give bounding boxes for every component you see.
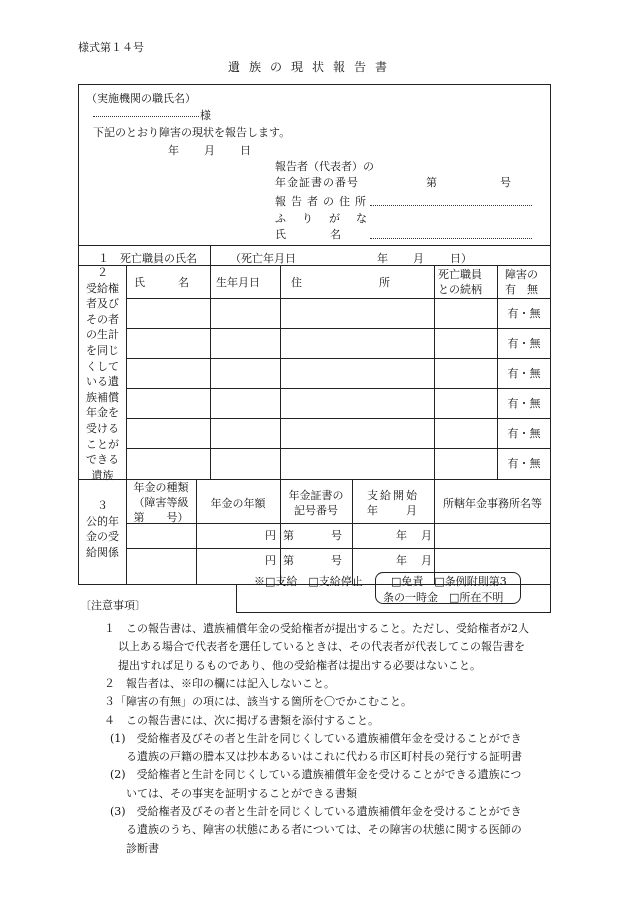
form-number: 様式第１４号 — [78, 41, 144, 54]
side-label-line: 年金を — [86, 406, 119, 420]
address-label: 報告者の住所 — [275, 195, 371, 208]
disability-choice[interactable]: 有・無 — [507, 307, 541, 320]
honorific: 様 — [200, 109, 211, 122]
cert-dai: 第 — [283, 554, 294, 567]
yen-unit: 円 — [265, 529, 276, 542]
office-option-2: 条の一時金 □所在不明 — [383, 591, 504, 604]
notes-heading: 〔注意事項〕 — [80, 599, 146, 612]
family-input-cell[interactable] — [281, 329, 433, 357]
note-line: 提出すれば足りるものであり、他の受給権者は提出する必要はないこと。 — [118, 658, 481, 672]
death-day: 日） — [450, 252, 472, 265]
start-month: 月 — [421, 529, 432, 542]
page-title: 遺族の現状報告書 — [228, 60, 397, 74]
family-input-cell[interactable] — [281, 359, 433, 387]
col-address: 住 所 — [291, 276, 390, 289]
address-field[interactable] — [370, 205, 532, 206]
col-pension-amount: 年金の年額 — [210, 497, 266, 510]
yen-unit: 円 — [265, 554, 276, 567]
divider — [434, 479, 435, 585]
side-label-line: できる — [86, 453, 119, 467]
family-input-cell[interactable] — [435, 329, 496, 357]
family-input-cell[interactable] — [211, 329, 279, 357]
col-relation-1: 死亡職員 — [438, 268, 482, 281]
col-cert-number-2: 記号番号 — [294, 504, 338, 517]
family-input-cell[interactable] — [127, 389, 209, 417]
family-input-cell[interactable] — [435, 419, 496, 447]
cert-dai: 第 — [283, 529, 294, 542]
side-label-line: 受給権 — [86, 281, 119, 295]
col-relation-2: との続柄 — [438, 283, 482, 296]
note-line: (3) 受給権者及びその者と生計を同じくしている遺族補償年金を受けることができ — [110, 805, 522, 818]
family-input-cell[interactable] — [435, 299, 496, 327]
section1-label: １ 死亡職員の氏名 — [98, 252, 197, 265]
note-line: 以上ある場合で代表者を選任しているときは、その代表者が代表してこの報告書を — [118, 640, 525, 654]
divider — [196, 479, 197, 585]
cert-go: 号 — [500, 176, 511, 189]
side-label-line: ３ — [97, 499, 108, 512]
col-cert-number-1: 年金証書の — [288, 489, 344, 502]
cert-go: 号 — [331, 529, 342, 542]
col-start-date — [352, 488, 434, 518]
note-line: (2) 受給権者と生計を同じくしている遺族補償年金を受けることができる遺族につ — [110, 768, 522, 782]
divider — [78, 245, 551, 246]
disability-choice[interactable]: 有・無 — [507, 457, 541, 470]
col-pension-type-1: 年金の種類 — [133, 481, 189, 494]
note-line: ３「障害の有無」の項には、該当する箇所を〇でかこむこと。 — [104, 695, 412, 709]
start-month: 月 — [421, 554, 432, 567]
divider — [210, 245, 211, 265]
side-label-line: ことが — [86, 437, 119, 451]
col-birthdate: 生年月日 — [216, 276, 260, 289]
side-label-line: ２ — [97, 266, 108, 279]
section3-side-label — [79, 498, 126, 560]
family-input-cell[interactable] — [211, 359, 279, 387]
col-name: 氏 名 — [134, 276, 189, 289]
office-status: ※□支給 □支給停止 — [254, 575, 363, 588]
family-input-cell[interactable] — [127, 449, 209, 477]
col-pension-type-2: （障害等級 — [133, 496, 189, 509]
name-field[interactable] — [370, 238, 532, 239]
family-input-cell[interactable] — [281, 299, 433, 327]
start-year: 年 — [396, 554, 407, 567]
col-disability-2: 有 無 — [505, 283, 538, 296]
family-input-cell[interactable] — [211, 389, 279, 417]
intro-text: 下記のとおり障害の現状を報告します。 — [93, 126, 291, 139]
note-line: いては、その事実を証明することができる書類 — [126, 786, 357, 800]
furigana-label: ふりがな — [275, 212, 383, 225]
side-label-line: その者 — [86, 312, 119, 326]
note-line: 診断書 — [126, 841, 159, 855]
side-label-line: 公的年 — [86, 514, 119, 528]
side-label-line: くして — [86, 359, 119, 373]
family-input-cell[interactable] — [211, 299, 279, 327]
note-line: ４ この報告書には、次に掲げる書類を添付すること。 — [104, 713, 379, 727]
note-line: る遺族のうち、障害の状態にある者については、その障害の状態に関する医師の — [126, 823, 522, 837]
side-label-line: 給関係 — [86, 545, 119, 559]
family-input-cell[interactable] — [127, 299, 209, 327]
disability-choice[interactable]: 有・無 — [507, 397, 541, 410]
family-input-cell[interactable] — [211, 419, 279, 447]
disability-choice[interactable]: 有・無 — [507, 427, 541, 440]
family-input-cell[interactable] — [281, 449, 433, 477]
side-label-line: 受ける — [86, 421, 119, 435]
cert-dai: 第 — [426, 176, 437, 189]
note-line: る遺族の戸籍の謄本又は抄本あるいはこれに代わる市区町村長の発行する証明書 — [126, 750, 522, 764]
col-pension-type — [126, 480, 196, 525]
note-line: １ この報告書は、遺族補償年金の受給権者が提出すること。ただし、受給権者が2人 — [104, 622, 529, 635]
note-line: ２ 報告者は、※印の欄には記入しないこと。 — [104, 676, 335, 690]
col-disability-1: 障害の — [505, 268, 538, 281]
start-year: 年 — [396, 529, 407, 542]
divider — [126, 523, 551, 524]
family-input-cell[interactable] — [435, 449, 496, 477]
note-line: (1) 受給権者及びその者と生計を同じくしている遺族補償年金を受けることができ — [110, 731, 522, 745]
side-label-line: 金の受 — [86, 530, 119, 544]
death-year: 年 — [377, 252, 388, 265]
col-start-date-1: 支給開始 — [367, 489, 419, 502]
side-label-line: を同じ — [86, 343, 119, 357]
divider — [78, 265, 551, 266]
side-label-line: の生計 — [86, 328, 119, 342]
report-date: 年 月 日 — [168, 144, 252, 157]
family-input-cell[interactable] — [435, 359, 496, 387]
divider — [126, 548, 551, 549]
side-label-line: 族補償 — [86, 390, 119, 404]
family-input-cell[interactable] — [127, 329, 209, 357]
col-cert-number — [280, 488, 352, 518]
side-label-line: 者及び — [86, 297, 119, 311]
family-input-cell[interactable] — [435, 389, 496, 417]
family-input-cell[interactable] — [281, 419, 433, 447]
side-label-line: 遺族 — [91, 468, 114, 482]
reporter-label-2: 年金証書の番号 — [275, 176, 359, 189]
col-pension-office: 所轄年金事務所名等 — [443, 497, 542, 510]
institution-name-field[interactable] — [93, 116, 199, 117]
family-input-cell[interactable] — [127, 419, 209, 447]
family-input-cell[interactable] — [211, 449, 279, 477]
cert-go: 号 — [331, 554, 342, 567]
disability-choice[interactable]: 有・無 — [507, 367, 541, 380]
col-start-date-2: 年 月 — [367, 504, 419, 517]
family-input-cell[interactable] — [127, 359, 209, 387]
institution-label: （実施機関の職氏名） — [86, 92, 196, 105]
death-month: 月 — [413, 252, 424, 265]
family-input-cell[interactable] — [281, 389, 433, 417]
col-pension-type-3: 第 号） — [133, 511, 189, 524]
office-option-1: □免責 □条例附則第3 — [391, 575, 507, 588]
side-label-line: いる遺 — [86, 375, 119, 389]
disability-choice[interactable]: 有・無 — [507, 337, 541, 350]
death-date-label: （死亡年月日 — [230, 252, 296, 265]
section2-side-label — [79, 265, 126, 483]
name-label: 氏 名 — [275, 228, 341, 241]
reporter-label-1: 報告者（代表者）の — [275, 160, 374, 173]
